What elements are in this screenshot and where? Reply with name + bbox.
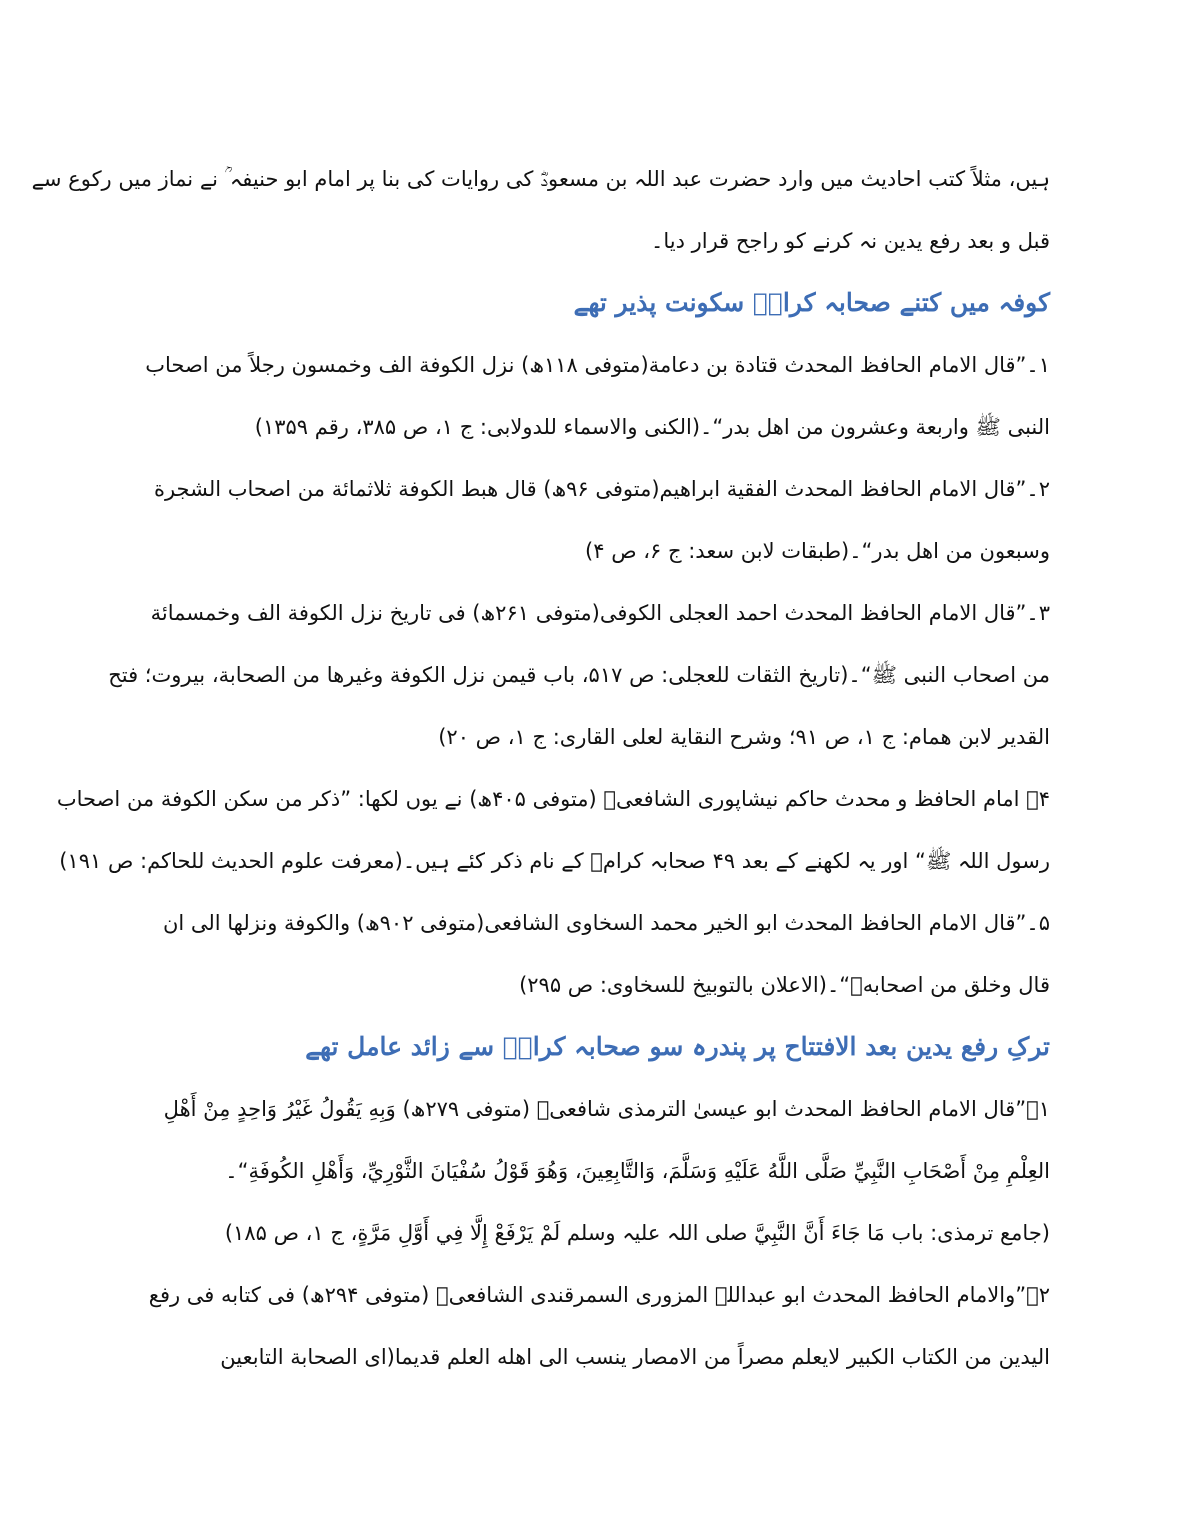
- intro-line: ہیں، مثلاً کتب احادیث میں وارد حضرت عبد اللہ بن مسعودؓ کی روایات کی بنا پر امام ابو حنیفہ ؒ نے نماز میں رکوع سے: [31, 167, 1050, 191]
- citation-line: قال وخلق من اصحابهؓ“۔(الاعلان بالتوبیخ للسخاوی: ص ۲۹۵): [519, 973, 1050, 997]
- section-heading-kufa-companions: کوفہ میں کتنے صحابہ کرامؓ سکونت پذیر تھے: [573, 288, 1050, 317]
- citation-paragraph: [108, 582, 1050, 768]
- section-heading-raf-yadain: ترکِ رفع یدین بعد الافتتاح پر پندرہ سو صحابہ کرامؓ سے زائد عامل تھے: [305, 1032, 1050, 1061]
- citation-line: ۱۔”قال الامام الحافظ المحدث قتادة بن دعامة(متوفی ۱۱۸ھ) نزل الکوفة الف وخمسون رجلاً من اصحاب: [145, 353, 1050, 377]
- intro-paragraph: [31, 148, 1050, 272]
- citation-line: ۱۔”قال الامام الحافظ المحدث ابو عیسیٰ الترمذی شافعیؒ (متوفی ۲۷۹ھ) وَبِهِ يَقُولُ غَيْرُ وَاحِدٍ مِنْ أَهْلِ: [163, 1097, 1050, 1121]
- citation-line: القدیر لابن همام: ج ۱، ص ۹۱؛ وشرح النقایة لعلی القاری: ج ۱، ص ۲۰): [438, 725, 1050, 749]
- citation-line: ۲۔”والامام الحافظ المحدث ابو عبداللہ المزوری السمرقندی الشافعیؒ (متوفی ۲۹۴ھ) فی کتابه فی رفع: [148, 1283, 1050, 1307]
- citation-paragraph: [140, 458, 1050, 582]
- citation-line: العِلْمِ مِنْ أَصْحَابِ النَّبِيِّ صَلَّى اللَّهُ عَلَيْهِ وَسَلَّمَ، وَالتَّابِعِينَ، وَهُوَ قَوْلُ سُفْيَانَ الثَّوْرِيِّ، وَأَهْلِ الكُوفَةِ“۔: [225, 1159, 1050, 1183]
- citation-paragraph: [140, 1078, 1050, 1264]
- citation-line: (جامع ترمذی: باب مَا جَاءَ أَنَّ النَّبِيَّ صلی اللہ علیہ وسلم لَمْ يَرْفَعْ إِلَّا فِي أَوَّلِ مَرَّةٍ، ج ۱، ص ۱۸۵): [224, 1221, 1050, 1245]
- citation-line: ۵۔”قال الامام الحافظ المحدث ابو الخیر محمد السخاوی الشافعی(متوفی ۹۰۲ھ) والکوفة ونزلها الی ان: [162, 911, 1050, 935]
- citation-line: ۲۔”قال الامام الحافظ المحدث الفقیة ابراهیم(متوفی ۹۶ھ) قال هبط الکوفة ثلاثمائة من اصحاب الشجرة: [153, 477, 1050, 501]
- citation-paragraph: [140, 892, 1050, 1016]
- citation-line: ۳۔”قال الامام الحافظ المحدث احمد العجلی الکوفی(متوفی ۲۶۱ھ) فی تاریخ نزل الکوفة الف وخمسمائة: [150, 601, 1050, 625]
- citation-paragraph: [56, 768, 1050, 892]
- citation-paragraph: [140, 1264, 1050, 1388]
- citation-line: وسبعون من اهل بدر“۔(طبقات لابن سعد: ج ۶، ص ۴): [585, 539, 1050, 563]
- citation-line: رسول اللہ ﷺ“ اور یہ لکھنے کے بعد ۴۹ صحابہ کرامؓ کے نام ذکر کئے ہیں۔(معرفت علوم الحدیث للحاکم: ص ۱۹۱): [59, 849, 1050, 873]
- citation-line: النبی ﷺ واربعة وعشرون من اهل بدر“۔(الکنی والاسماء للدولابی: ج ۱، ص ۳۸۵، رقم ۱۳۵۹): [254, 415, 1050, 439]
- citation-paragraph: [140, 334, 1050, 458]
- document-page: [31, 148, 1050, 1388]
- citation-line: ۴۔ امام الحافظ و محدث حاکم نیشاپوری الشافعیؒ (متوفی ۴۰۵ھ) نے یوں لکھا: ”ذکر من سکن الکوفة من اصحاب: [56, 787, 1050, 811]
- citation-line: الیدین من الکتاب الکبیر لایعلم مصراً من الامصار ینسب الی اهله العلم قدیما(ای الصحابة التابعین: [220, 1345, 1050, 1369]
- citation-line: من اصحاب النبی ﷺ“۔(تاریخ الثقات للعجلی: ص ۵۱۷، باب قیمن نزل الکوفة وغیرها من الصحابة، بیروت؛ فتح: [108, 663, 1050, 687]
- intro-line: قبل و بعد رفع یدین نہ کرنے کو راجح قرار دیا۔: [651, 229, 1050, 253]
